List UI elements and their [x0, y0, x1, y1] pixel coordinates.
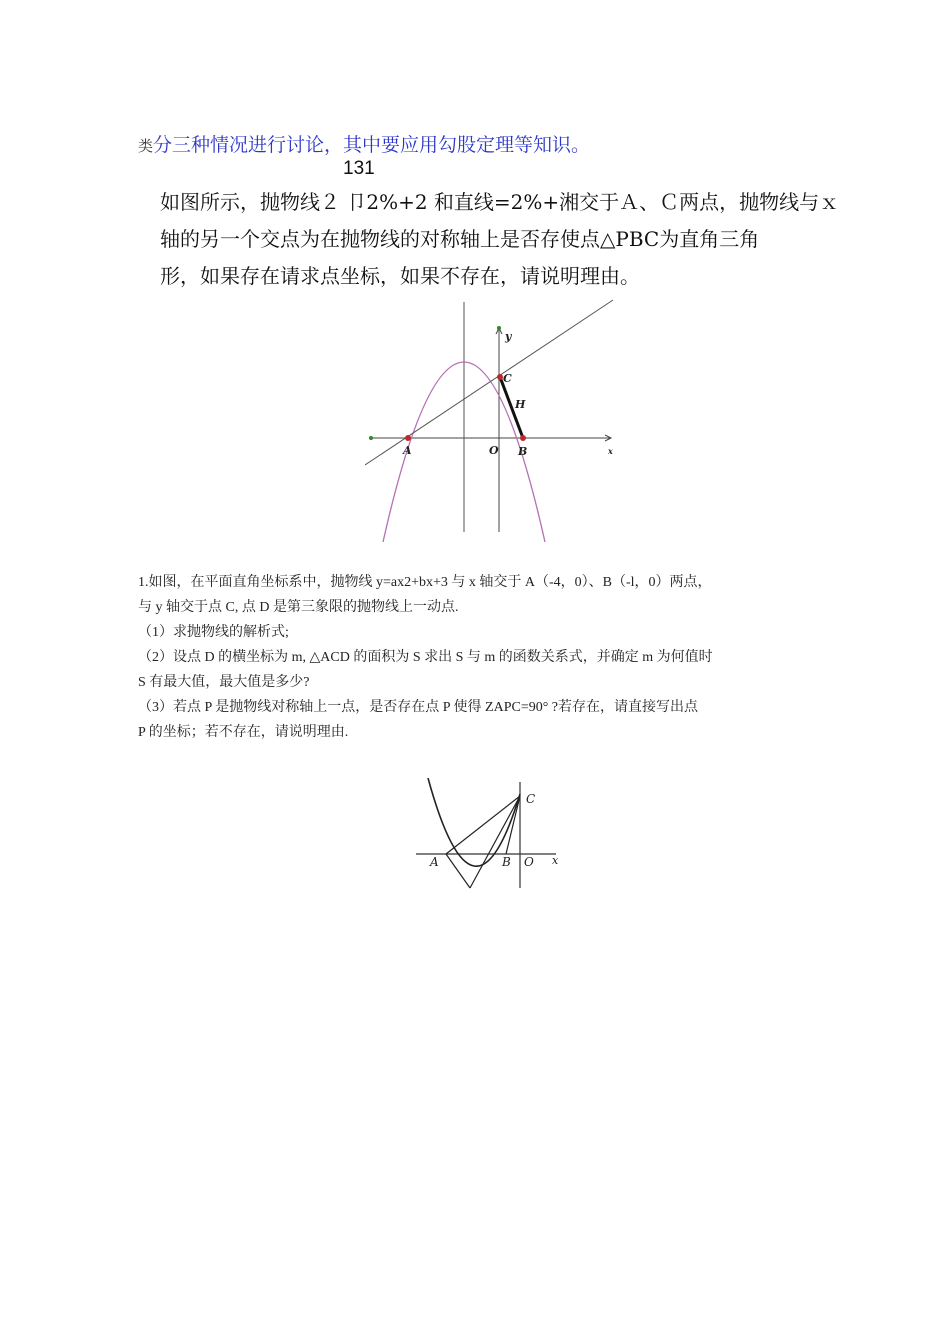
problem-2-line: （2）设点 D 的横坐标为 m, △ACD 的面积为 S 求出 S 与 m 的函数关系式，并确定 m 为何值时 [138, 650, 713, 665]
intro-text: 分三种情况进行讨论，其中要应用勾股定理等知识。 [153, 134, 591, 156]
label-b: B [518, 445, 528, 458]
x-axis-end-dot [369, 436, 373, 440]
straight-line [365, 300, 613, 465]
problem-1 [160, 184, 850, 295]
point-a [405, 435, 411, 441]
label-a: A [403, 444, 412, 457]
segment-ad [446, 854, 470, 888]
page-number: 131 [343, 158, 375, 179]
figure-1 [365, 298, 615, 542]
problem-1-line: 轴的另一个交点为在抛物线的对称轴上是否存使点△PBC为直角三角 [160, 227, 760, 251]
y-axis-end-dot [497, 326, 501, 330]
problem-2-line: （1）求抛物线的解析式; [138, 625, 289, 640]
figure-2 [410, 778, 570, 890]
label-c: C [526, 792, 536, 806]
intro-line [138, 130, 590, 157]
label-o: O [489, 444, 499, 457]
problem-2-line: （3）若点 P 是抛物线对称轴上一点，是否存在点 P 使得 ZAPC=90° ?若存在，请直接写出点 [138, 700, 699, 715]
problem-1-line: 如图所示，抛物线２ 卩2%+2 和直线=2%+湘交于Ａ、Ｃ两点，抛物线与ｘ [160, 190, 840, 214]
label-x: x [608, 446, 613, 456]
problem-2-line: 1.如图，在平面直角坐标系中，抛物线 y=ax2+bx+3 与 x 轴交于 A（-4，0）、B（-l，0）两点， [138, 575, 712, 590]
problem-1-line: 形，如果存在请求点坐标，如果不存在，请说明理由。 [160, 264, 640, 288]
label-o: O [524, 855, 534, 869]
point-b [520, 435, 526, 441]
intro-lead: 类 [138, 137, 154, 155]
problem-2-line: 与 y 轴交于点 C, 点 D 是第三象限的抛物线上一动点. [138, 600, 459, 615]
problem-2 [138, 570, 838, 745]
label-y: y [505, 330, 512, 343]
problem-2-line: P 的坐标；若不存在，请说明理由. [138, 725, 349, 740]
label-x: x [552, 854, 559, 867]
label-c: C [503, 372, 512, 385]
problem-2-line: S 有最大值，最大值是多少? [138, 675, 310, 690]
label-a: A [430, 855, 439, 869]
segment-dc [470, 796, 520, 888]
label-b: B [502, 855, 511, 869]
label-h: H [515, 398, 526, 411]
